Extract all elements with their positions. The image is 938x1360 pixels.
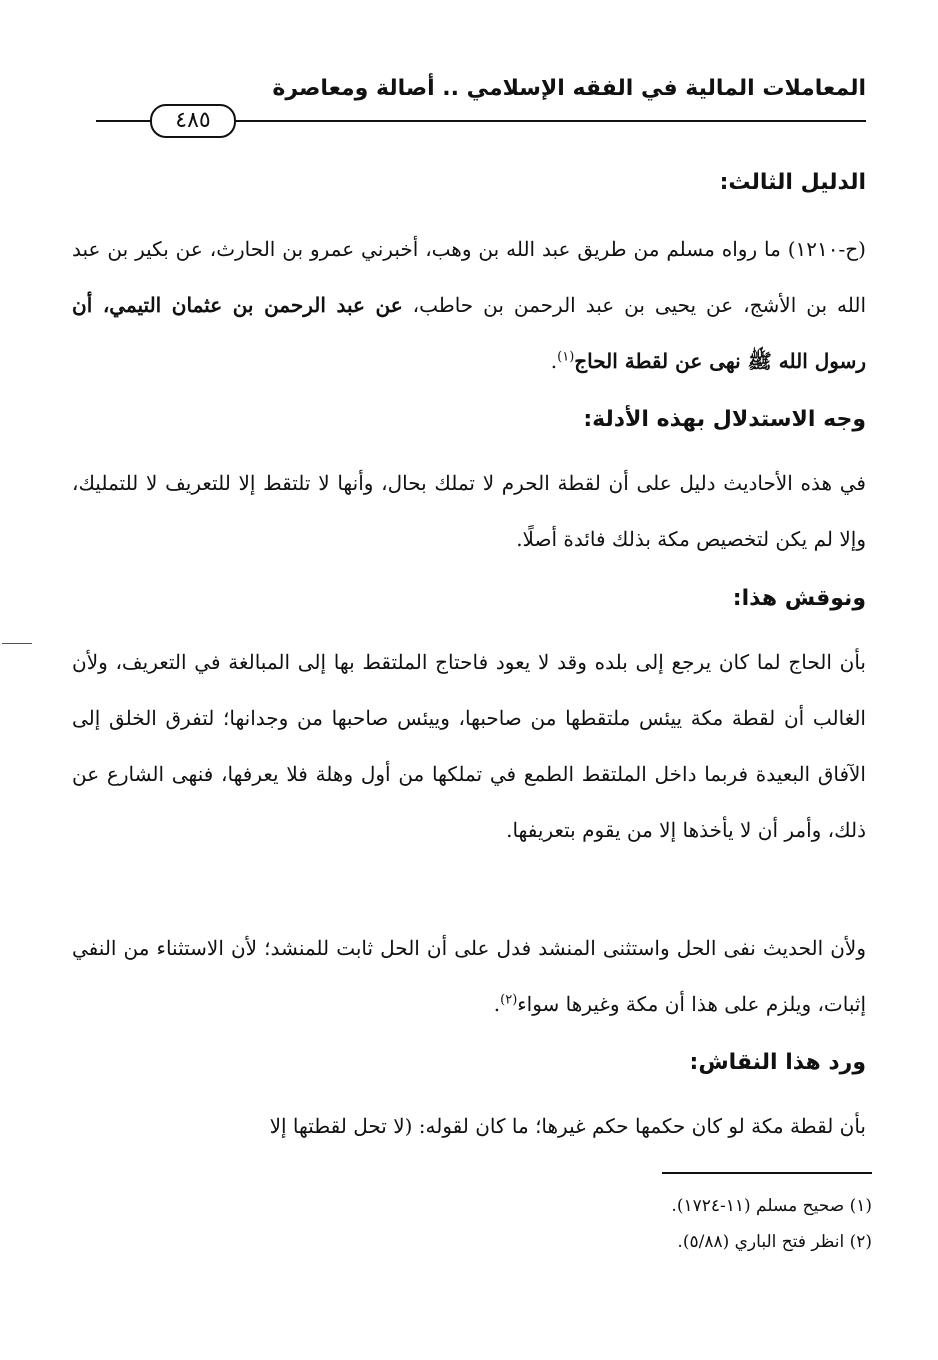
footnote-rule [662, 1172, 872, 1174]
hadith-paragraph [72, 221, 866, 389]
inference-paragraph: في هذه الأحاديث دليل على أن لقطة الحرم لا تملك بحال، وأنها لا تلتقط إلا للتعريف لا للتمليك، وإلا لم يكن لتخصيص مكة بذلك فائدة أصلًا. [72, 471, 866, 551]
hadith-text: عن عبد الرحمن بن عثمان التيمي، أن رسول الله ﷺ نهى عن لقطة الحاج [72, 293, 866, 373]
rebuttal-paragraph: بأن لقطة مكة لو كان حكمها حكم غيرها؛ ما كان لقوله: (لا تحل لقطتها إلا [269, 1114, 866, 1138]
heading-inference: وجه الاستدلال بهذه الأدلة: [583, 407, 866, 432]
heading-rebuttal: ورد هذا النقاش: [689, 1050, 866, 1075]
footnotes [300, 1188, 872, 1260]
footnote-ref-1: (١) [557, 349, 575, 365]
heading-third-evidence: الدليل الثالث: [719, 170, 866, 195]
hadith-end: . [550, 349, 558, 373]
page-number: ٤٨٥ [150, 104, 236, 138]
heading-discussion: ونوقش هذا: [732, 586, 866, 611]
footnote-ref-2: (٢) [500, 992, 518, 1008]
second-argument-end: . [493, 992, 501, 1016]
second-argument-paragraph [72, 920, 866, 1032]
discussion-paragraph: بأن الحاج لما كان يرجع إلى بلده وقد لا يعود فاحتاج الملتقط بها إلى المبالغة في التعريف، ولأن الغالب أن لقطة مكة ييئس ملتقطها من صاحبها، وييئس صاحبها من وجدانها؛ لتفرق الخلق إلى الآفاق البعيدة فربما داخل الملتقط الطمع في تملكها من أول وهلة فلا يعرفها، فنهى الشارع عن ذلك، وأمر أن لا يأخذها إلا من يقوم بتعريفها. [72, 650, 866, 842]
scan-mark [2, 643, 32, 644]
second-argument-text: ولأن الحديث نفى الحل واستثنى المنشد فدل على أن الحل ثابت للمنشد؛ لأن الاستثناء من النفي إثبات، ويلزم على هذا أن مكة وغيرها سواء [72, 936, 866, 1016]
hadith-chain: (ح-١٢١٠) ما رواه مسلم من طريق عبد الله بن وهب، أخبرني عمرو بن الحارث، عن بكير بن عبد الله بن الأشج، عن يحيى بن عبد الرحمن بن حاطب، [72, 237, 867, 317]
running-title: المعاملات المالية في الفقه الإسلامي .. أصالة ومعاصرة [272, 76, 866, 101]
footnote-2: (٢) انظر فتح الباري (٥/٨٨). [677, 1232, 872, 1252]
footnote-1: (١) صحيح مسلم (١١-١٧٢٤). [671, 1196, 872, 1216]
